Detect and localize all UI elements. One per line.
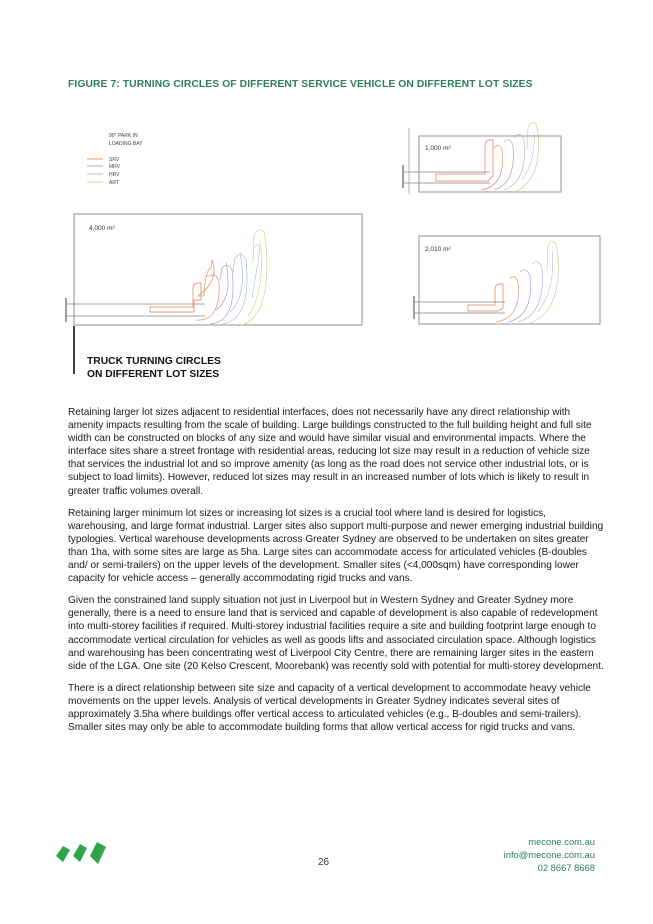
- lot-4000: [66, 214, 362, 326]
- body-text: [68, 406, 608, 743]
- paragraph-3: Given the constrained land supply situation not just in Liverpool but in Western Sydney and Greater Sydney more generally, there is a need to ensure land that is serviced and capable of development is also capable of redevelopment into multi-storey facilities if required. Multi-storey industrial facilities require a site and building footprint large enough to accommodate vertical circulation for vehicles as well as goods lifts and associated circulation space. Although logistics and warehousing has been concentrating west of Liverpool City Centre, there are remaining larger sites in the eastern side of the LGA. One site (20 Kelso Crescent, Moorebank) was recently sold with potential for multi-storey development.: [68, 595, 604, 672]
- figure-title: FIGURE 7: TURNING CIRCLES OF DIFFERENT SERVICE VEHICLE ON DIFFERENT LOT SIZES: [68, 79, 533, 90]
- legend-heading-2: LOADING BAY: [109, 141, 143, 147]
- lot-2010: [414, 236, 600, 324]
- legend-label-art: ART: [109, 180, 119, 186]
- caption-line-1: TRUCK TURNING CIRCLES: [87, 356, 221, 367]
- diagram-legend: [87, 133, 143, 186]
- legend-label-srv: SRV: [109, 157, 120, 163]
- lot-label-2010: 2,010 m²: [425, 246, 451, 253]
- page-number: 26: [318, 857, 330, 868]
- email-link[interactable]: info@mecone.com.au: [503, 849, 595, 860]
- lot-1000: [403, 123, 561, 194]
- mecone-logo: [54, 838, 112, 868]
- contact-info: [504, 835, 595, 874]
- legend-heading-1: 90° PARK IN: [109, 133, 138, 139]
- paragraph-4: There is a direct relationship between site size and capacity of a vertical development to accommodate heavy vehicle movements on the upper levels. Analysis of vertical developments in Greater Sydney indicates several sites of approximately 3.5ha where buildings offer vertical access to articulated vehicles (e.g., B-doubles and semi-trailers). Smaller sites may only be able to accommodate building forms that allow vertical access for rigid trucks and vans.: [68, 682, 591, 734]
- figure-caption: [87, 355, 221, 381]
- lot-label-1000: 1,000 m²: [425, 145, 451, 152]
- legend-label-mrv: MRV: [109, 164, 121, 170]
- paragraph-2: Retaining larger minimum lot sizes or increasing lot sizes is a crucial tool where land is desired for logistics, warehousing, and large format industrial. Larger sites also support multi-purpose and newer emerging industrial building typologies. Vertical warehouse developments across Greater Sydney are observed to be undertaken on sites greater than 1ha, with some sites are large as 5ha. Large sites can accommodate access for articulated vehicles (B-doubles and/ or semi-trailers) on the upper levels of the development. Smaller sites (<4,000sqm) have corresponding lower capacity for vehicle access – generally accommodating rigid trucks and vans.: [68, 507, 604, 585]
- lot-label-4000: 4,000 m²: [89, 225, 115, 232]
- turning-circles-diagram: [0, 0, 653, 400]
- legend-label-hrv: HRV: [109, 172, 120, 178]
- phone-number: 02 8667 8668: [537, 862, 595, 873]
- paragraph-1: Retaining larger lot sizes adjacent to residential interfaces, does not necessarily have any direct relationship with amenity impacts resulting from the scale of building. Large buildings constructed to the full building height and full site width can be constructed on blocks of any size and would have similar visual and environmental impacts. Where the interface sites share a street frontage with residential areas, reducing lot size may result in a reduction of vehicle size that services the industrial lot and so improve amenity (as long as the road does not service other industrial lots, or is subject to load limits). However, reduced lot sizes may result in an increased number of lots which is likely to result in greater traffic volumes overall.: [68, 407, 592, 497]
- caption-line-2: ON DIFFERENT LOT SIZES: [87, 369, 220, 380]
- website-link[interactable]: mecone.com.au: [528, 836, 595, 847]
